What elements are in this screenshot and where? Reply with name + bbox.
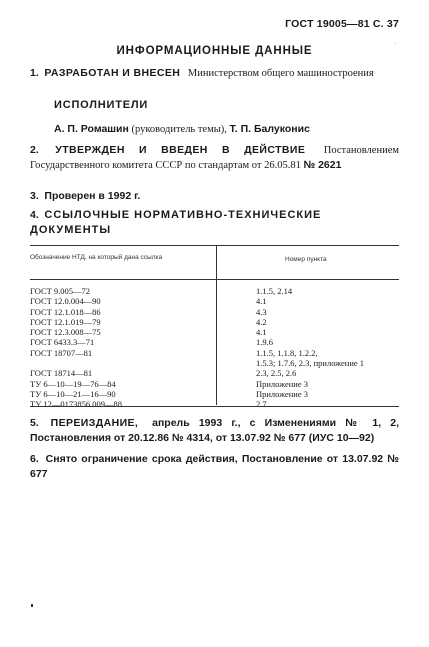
table-cell: ГОСТ 18707—81 — [30, 347, 93, 358]
section-number: 3. — [30, 190, 39, 202]
table-cell: ТУ 6—10—21—16—90 — [30, 388, 116, 399]
table-cell: ГОСТ 12.0.004—90 — [30, 296, 101, 307]
executor-name: Т. П. Балуконис — [229, 123, 310, 135]
page-title: ИНФОРМАЦИОННЫЕ ДАННЫЕ — [116, 45, 313, 57]
table-cell: Приложение 3 — [256, 388, 308, 399]
page-header: ГОСТ 19005—81 С. 37 — [285, 18, 399, 30]
section-lead: ПЕРЕИЗДАНИЕ, — [50, 417, 139, 429]
margin-mark: ʾ — [394, 43, 396, 49]
table-cell: ГОСТ 12.1.019—79 — [30, 316, 101, 327]
section-number: 4. — [30, 209, 39, 221]
table-cell: 4.3 — [256, 306, 267, 317]
executor-name: А. П. Ромашин — [54, 123, 129, 135]
section-number: 1. — [30, 67, 39, 79]
section-text: Постановлением Государственного комитета СССР по стандартам от 26.05.81 — [30, 145, 399, 171]
section-3 — [30, 189, 399, 204]
executors-list — [54, 122, 399, 137]
table-header-item: Номер пункта — [285, 256, 327, 263]
table-cell: 2.3, 2.5, 2.6 — [256, 368, 297, 379]
table-cell: ТУ 6—10—19—76—84 — [30, 378, 116, 389]
section-2 — [30, 143, 399, 173]
table-cell: 4.1 — [256, 327, 267, 338]
executor-role: (руководитель темы), — [128, 124, 230, 135]
section-lead: УТВЕРЖДЕН И ВВЕДЕН В ДЕЙСТВИЕ — [55, 144, 306, 156]
section-text: апрель 1993 г., с Изменениями № 1, 2, Постановления от 20.12.86 № 4314, от 13.07.92 № 677 (ИУС 10—92) — [30, 417, 400, 444]
table-bottom-rule — [30, 406, 399, 407]
table-cell: 1.1.5, 1.1.8, 1.2.2, — [256, 347, 318, 358]
table-top-rule — [30, 245, 399, 246]
table-cell: 1.9.6 — [256, 337, 273, 348]
section-text: Министерством общего машиностроения — [187, 68, 374, 79]
table-cell: ГОСТ 9.005—72 — [30, 286, 91, 296]
table-column-divider — [216, 246, 217, 405]
section-number: 2. — [30, 144, 39, 156]
table-cell: ТУ 12—0173856.009—88 — [30, 399, 122, 410]
table-cell: ГОСТ 18714—81 — [30, 368, 93, 379]
table-header-doc: Обозначение НТД, на который дана ссылка — [30, 254, 163, 261]
table-cell: ГОСТ 12.1.018—86 — [30, 306, 101, 317]
section-4 — [30, 208, 399, 238]
margin-dot — [31, 604, 33, 607]
section-5 — [30, 416, 399, 446]
section-lead: РАЗРАБОТАН И ВНЕСЕН — [44, 67, 181, 79]
table-cell — [30, 358, 122, 368]
table-cell: 2.7 — [256, 399, 267, 410]
section-number: 6. — [30, 453, 39, 465]
table-cell: Приложение 3 — [256, 378, 308, 389]
table-item-column — [256, 286, 364, 410]
table-header-rule — [30, 279, 399, 280]
section-text: Проверен в 1992 г. — [44, 190, 141, 202]
section-6 — [30, 452, 399, 482]
table-cell: ГОСТ 12.3.008—75 — [30, 327, 101, 338]
table-cell: 4.1 — [256, 296, 267, 307]
section-1 — [30, 66, 399, 81]
table-cell: ГОСТ 6433.3—71 — [30, 337, 95, 348]
table-cell: 4.2 — [256, 316, 267, 327]
executors-heading: ИСПОЛНИТЕЛИ — [54, 99, 149, 111]
section-text: ССЫЛОЧНЫЕ НОРМАТИВНО-ТЕХНИЧЕСКИЕ ДОКУМЕНТЫ — [30, 209, 322, 236]
section-text: Снято ограничение срока действия, Постановление от 13.07.92 № 677 — [30, 453, 399, 480]
document-number: № 2621 — [303, 159, 342, 171]
section-number: 5. — [30, 417, 39, 429]
table-cell: 1.5.3; 1.7.6, 2.3, приложение 1 — [256, 358, 365, 369]
table-doc-column — [30, 286, 122, 410]
table-cell: 1.1.5, 2.14 — [256, 286, 293, 296]
